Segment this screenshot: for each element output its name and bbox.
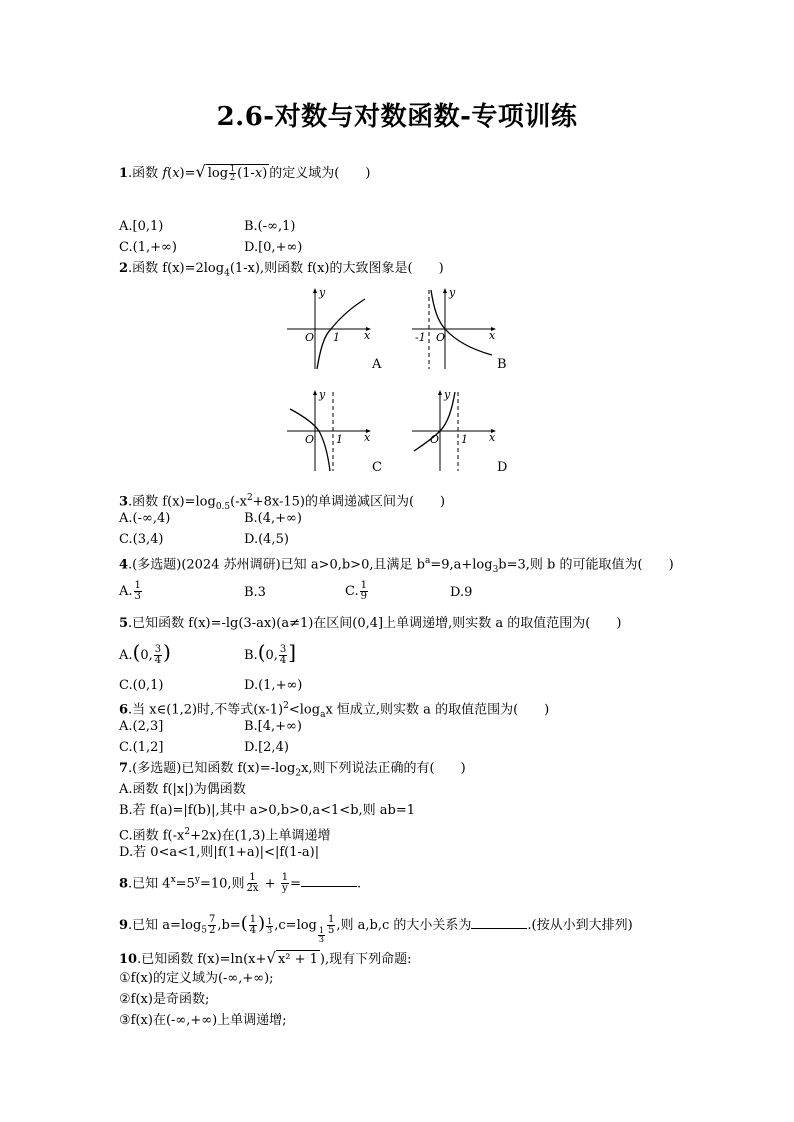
question-8: 8.已知 $4^x=5^y=10$,则 $\frac{1}{2x}$ + $\frac{1}{y}$ = . (119, 872, 362, 895)
question-3: 3.函数 $f(x)=\log_{0.5}(-x^2+8x-15)$的单调递减区间为( ) (119, 493, 446, 512)
y-axis-label: y (319, 286, 326, 299)
graph-label-a: A (372, 357, 382, 372)
option-c: C.(1,+∞) (119, 240, 177, 255)
page-title: 2.6-对数与对数函数-专项训练 (216, 102, 578, 132)
option-c: C.(1,2] (119, 740, 164, 755)
svg-text:1: 1 (461, 433, 468, 446)
option-d: D.若 0<a<1,则|f(1+a)|<|f(1-a)| (119, 845, 320, 860)
question-6: 6.当 x∈(1,2)时,不等式$(x-1)^2<\log_ax$ 恒成立,则实数 a 的取值范围为( ) (119, 701, 550, 720)
question-4: 4.(多选题)(2024 苏州调研)已知 a>0,b>0,且满足 $b^a=9,a+\log_3b=3$,则 b 的可能取值为( ) (119, 556, 674, 575)
radical: x² + 1 (277, 952, 318, 967)
graph-c (285, 387, 375, 472)
option-b: B.若 f(a)=|f(b)|,其中 a>0,b>0,a<1<b,则 ab=1 (119, 803, 416, 818)
statement-1: ①f(x)的定义域为(-∞,+∞); (119, 971, 274, 986)
graph-b (410, 285, 500, 370)
svg-text:O: O (430, 433, 440, 446)
svg-text:y: y (444, 388, 451, 401)
option-d: D.(1,+∞) (244, 678, 303, 693)
question-number: 1 (119, 166, 129, 181)
graph-d (410, 387, 500, 472)
question-5: 5.已知函数 f(x)=-lg(3-ax)(a≠1)在区间(0,4]上单调递增,则实数 a 的取值范围为( ) (119, 616, 622, 631)
svg-text:x: x (364, 431, 371, 444)
tick-neg-one: -1 (415, 331, 426, 344)
option-c: C.函数 $f(-x^2+2x)$在(1,3)上单调递增 (119, 827, 331, 844)
tick-one: 1 (333, 331, 340, 344)
statement-2: ②f(x)是奇函数; (119, 992, 210, 1007)
option-a: A.[0,1) (119, 219, 164, 234)
statement-3: ③f(x)在(-∞,+∞)上单调递增; (119, 1013, 287, 1028)
origin-label: O (305, 331, 315, 344)
option-b: B.(0, $\frac{3}{4}$ ] (244, 640, 297, 666)
option-b: B.3 (244, 585, 266, 600)
svg-text:x: x (489, 329, 496, 342)
option-c: C. $\frac{1}{9}$ (345, 580, 367, 602)
option-a: A. $\frac{1}{3}$ (119, 580, 141, 602)
option-a: A.函数 f(|x|)为偶函数 (119, 782, 246, 797)
option-b: B.(4,+∞) (244, 511, 302, 526)
option-d: D.[0,+∞) (244, 240, 303, 255)
question-9: 9.已知 $a=\log_5$ $\frac{7}{2}$ ,b=( $\frac{1}{4}$ ) $\frac{1}{3}$ ,c=log $\frac{1}{3}$ $\frac{1}{5}$ ,则 a,b,c 的大小关系为 .(按从小到大排列) (119, 913, 633, 944)
svg-text:y: y (319, 388, 326, 401)
graph-a (285, 285, 375, 370)
svg-text:1: 1 (336, 433, 343, 446)
answer-blank[interactable] (471, 916, 527, 929)
x-axis-label: x (364, 329, 371, 342)
graph-label-b: B (497, 357, 507, 372)
svg-text:O: O (305, 433, 315, 446)
option-a: A.(0, $\frac{3}{4}$ ) (119, 640, 171, 666)
option-b: B.(-∞,1) (244, 219, 296, 234)
graph-label-c: C (372, 460, 382, 475)
answer-blank[interactable] (301, 874, 357, 887)
radical: log $\frac{1}{2}$ (1-x) (207, 164, 268, 182)
question-2: 2.函数 $f(x)=2\log_4(1-x)$,则函数 f(x)的大致图象是( ) (119, 261, 444, 279)
option-c: C.(0,1) (119, 678, 164, 693)
graph-label-d: D (497, 460, 508, 475)
option-d: D.(4,5) (244, 532, 289, 547)
question-10: 10.已知函数 f(x)=ln(x+√ x² + 1 ),现有下列命题: (119, 949, 412, 967)
option-a: A.(2,3] (119, 719, 164, 734)
option-d: D.[2,4) (244, 740, 289, 755)
svg-text:O: O (436, 331, 446, 344)
option-b: B.[4,+∞) (244, 719, 302, 734)
svg-text:y: y (449, 286, 456, 299)
option-d: D.9 (450, 585, 473, 600)
question-1: 1.函数 f(x)=√ log $\frac{1}{2}$ (1-x) 的定义域为( ) (119, 162, 371, 182)
svg-text:x: x (489, 431, 496, 444)
option-a: A.(-∞,4) (119, 511, 171, 526)
option-c: C.(3,4) (119, 532, 164, 547)
question-7: 7.(多选题)已知函数 $f(x)=-\log_2x$,则下列说法正确的有( ) (119, 761, 466, 779)
